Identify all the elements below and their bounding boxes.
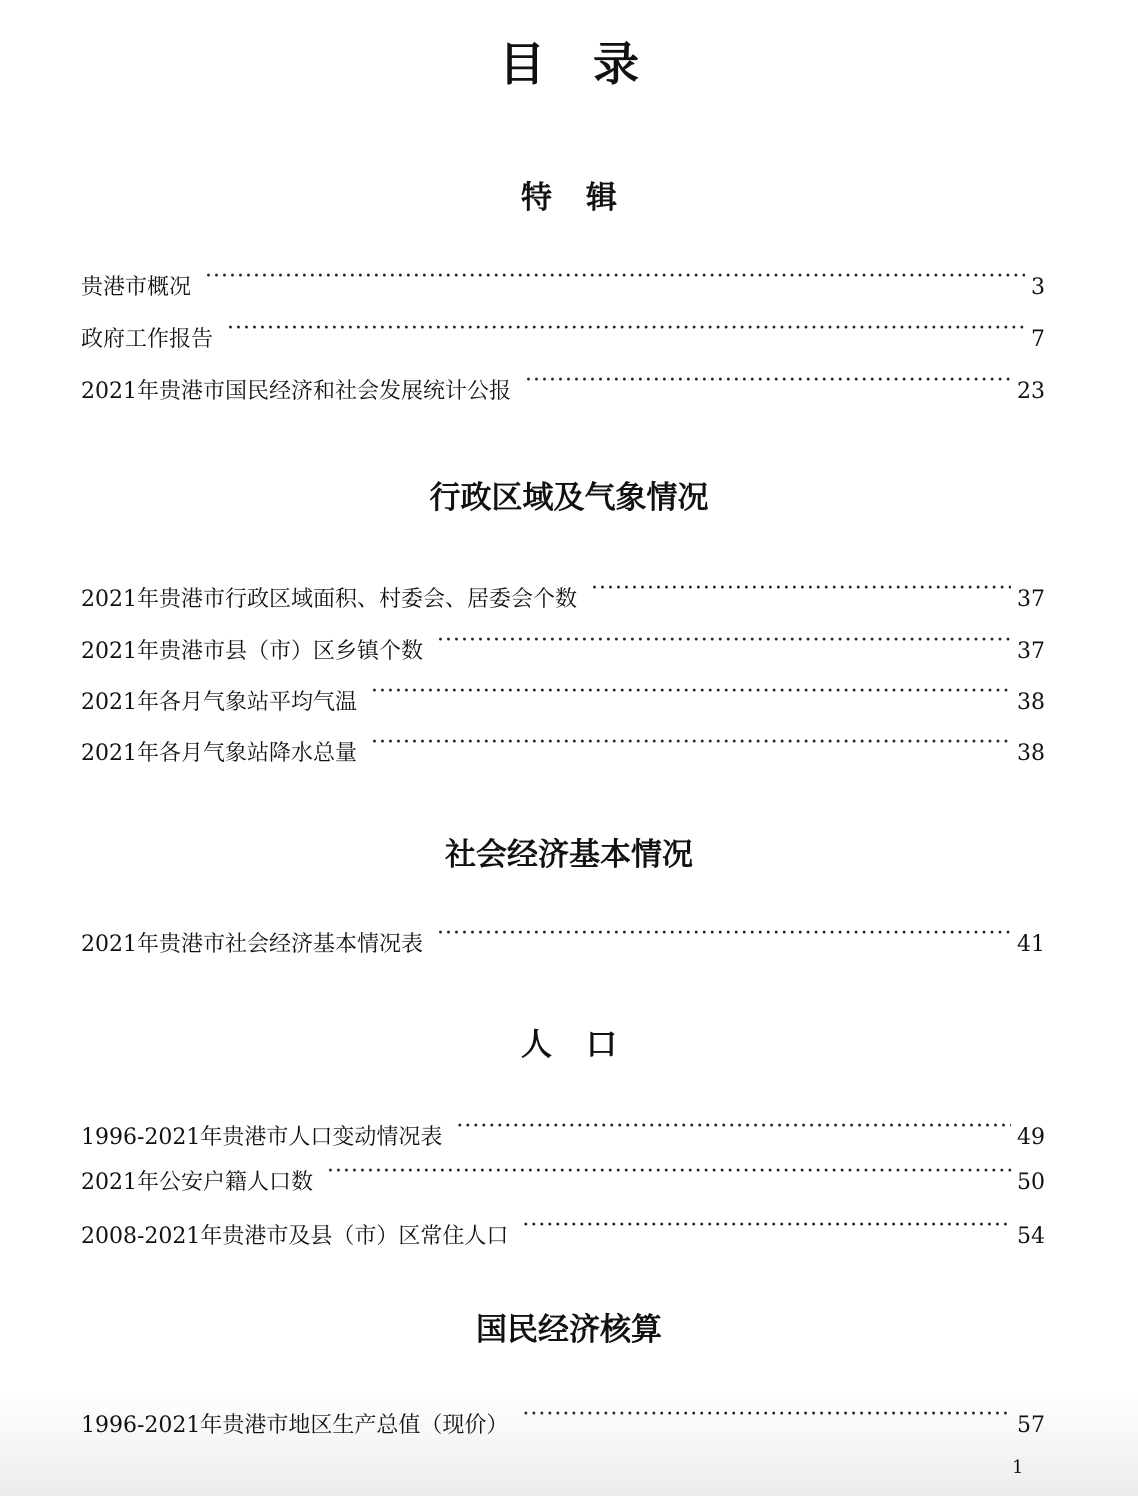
toc-entry-title: 1996-2021年贵港市人口变动情况表 <box>81 1125 443 1150</box>
toc-entry-page: 41 <box>1017 932 1045 957</box>
toc-entry[interactable] <box>81 1159 1045 1198</box>
toc-entry[interactable] <box>81 368 1045 407</box>
toc-entry-title: 2021年贵港市行政区域面积、村委会、居委会个数 <box>81 587 577 612</box>
toc-entry-page: 38 <box>1017 690 1045 715</box>
dot-leader <box>437 628 1011 658</box>
toc-entry[interactable] <box>81 576 1045 615</box>
toc-entry[interactable] <box>81 730 1045 769</box>
section-heading-national-accounts: 国民经济核算 <box>476 1312 662 1348</box>
toc-entry[interactable] <box>81 264 1045 303</box>
dot-leader <box>371 679 1011 709</box>
section-heading-population: 人口 <box>521 1027 651 1063</box>
toc-entry-page: 7 <box>1031 327 1045 352</box>
toc-entry[interactable] <box>81 1402 1045 1441</box>
toc-entry-page: 57 <box>1017 1413 1045 1438</box>
toc-entry-page: 37 <box>1017 587 1045 612</box>
toc-entry-title: 贵港市概况 <box>81 275 192 300</box>
toc-entry-title: 1996-2021年贵港市地区生产总值（现价） <box>81 1413 509 1438</box>
page-title: 目录 <box>499 37 687 91</box>
toc-entry-title: 2021年贵港市社会经济基本情况表 <box>81 932 423 957</box>
toc-entry-page: 49 <box>1017 1125 1045 1150</box>
section-heading-special: 特辑 <box>521 180 651 216</box>
toc-entry-page: 37 <box>1017 639 1045 664</box>
dot-leader <box>205 264 1025 294</box>
section-heading-admin-weather: 行政区域及气象情况 <box>429 480 709 516</box>
toc-entry-title: 2021年贵港市国民经济和社会发展统计公报 <box>81 379 511 404</box>
toc-entry-title: 2021年贵港市县（市）区乡镇个数 <box>81 639 423 664</box>
toc-entry-title: 政府工作报告 <box>81 327 214 352</box>
dot-leader <box>525 368 1011 398</box>
dot-leader <box>227 316 1025 346</box>
dot-leader <box>371 730 1011 760</box>
toc-entry[interactable] <box>81 921 1045 960</box>
toc-entry-title: 2021年各月气象站平均气温 <box>81 690 357 715</box>
section-heading-socioeconomic: 社会经济基本情况 <box>445 837 693 873</box>
page-number: 1 <box>1012 1457 1024 1478</box>
dot-leader <box>522 1213 1011 1243</box>
dot-leader <box>591 576 1011 606</box>
toc-entry[interactable] <box>81 679 1045 718</box>
toc-entry-page: 38 <box>1017 741 1045 766</box>
dot-leader <box>456 1114 1011 1144</box>
toc-entry-title: 2021年各月气象站降水总量 <box>81 741 357 766</box>
toc-entry-title: 2008-2021年贵港市及县（市）区常住人口 <box>81 1224 509 1249</box>
toc-entry-page: 50 <box>1017 1170 1045 1195</box>
toc-entry-page: 3 <box>1031 275 1045 300</box>
toc-entry[interactable] <box>81 1213 1045 1252</box>
toc-entry-page: 23 <box>1017 379 1045 404</box>
toc-entry[interactable] <box>81 316 1045 355</box>
dot-leader <box>327 1159 1011 1189</box>
dot-leader <box>437 921 1011 951</box>
toc-entry-title: 2021年公安户籍人口数 <box>81 1170 313 1195</box>
dot-leader <box>522 1402 1011 1432</box>
toc-entry-page: 54 <box>1017 1224 1045 1249</box>
toc-entry[interactable] <box>81 1114 1045 1153</box>
toc-entry[interactable] <box>81 628 1045 667</box>
